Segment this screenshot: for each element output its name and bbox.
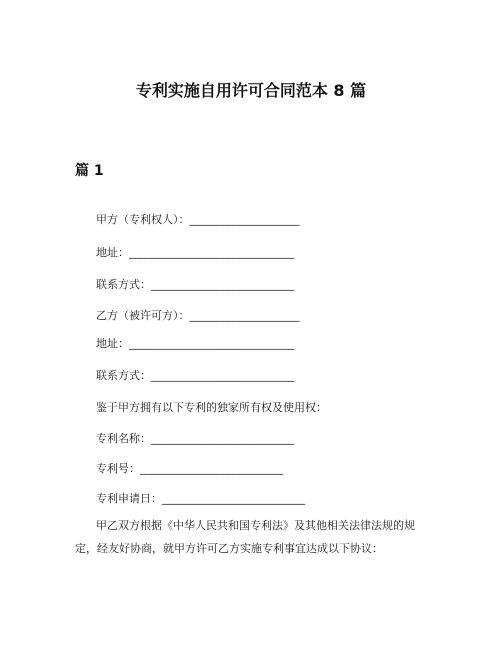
patent-number-field — [96, 460, 283, 476]
field-label: 地址： — [96, 337, 129, 350]
field-label: 乙方（被许可方）： — [96, 309, 190, 322]
party-a-contact-field — [96, 276, 294, 292]
field-label: 联系方式： — [96, 278, 151, 291]
field-label: 专利申请日： — [96, 492, 162, 505]
field-label: 联系方式： — [96, 369, 151, 382]
field-blank: ______________________________ — [129, 337, 294, 350]
field-blank: ______________________________ — [129, 246, 294, 259]
preamble-text: 鉴于甲方拥有以下专利的独家所有权及使用权： — [96, 401, 327, 414]
document-title: 专利实施自用许可合同范本 8 篇 — [135, 81, 367, 100]
field-blank: __________________________ — [151, 278, 294, 291]
field-label: 专利名称： — [96, 432, 151, 445]
party-b-contact-field — [96, 367, 294, 383]
field-blank: __________________________ — [151, 369, 294, 382]
party-b-field — [96, 307, 300, 323]
field-blank: ____________________ — [189, 213, 300, 226]
party-a-field — [96, 211, 300, 227]
section-heading: 篇 1 — [75, 163, 104, 179]
patent-filing-date-field — [96, 490, 305, 506]
field-label: 甲方（专利权人）： — [96, 213, 190, 226]
patent-name-field — [96, 430, 294, 446]
field-blank: __________________________ — [151, 432, 294, 445]
field-label: 地址： — [96, 246, 129, 259]
field-blank: __________________________ — [140, 462, 283, 475]
field-blank: ____________________ — [189, 309, 300, 322]
party-a-address-field — [96, 244, 294, 260]
field-blank: __________________________ — [162, 492, 305, 505]
party-b-address-field — [96, 335, 294, 351]
agreement-paragraph: 甲乙双方根据《中华人民共和国专利法》及其他相关法律法规的规定，经友好协商，就甲方许可乙方实施专利事宜达成以下协议： — [75, 519, 415, 555]
field-label: 专利号： — [96, 462, 140, 475]
